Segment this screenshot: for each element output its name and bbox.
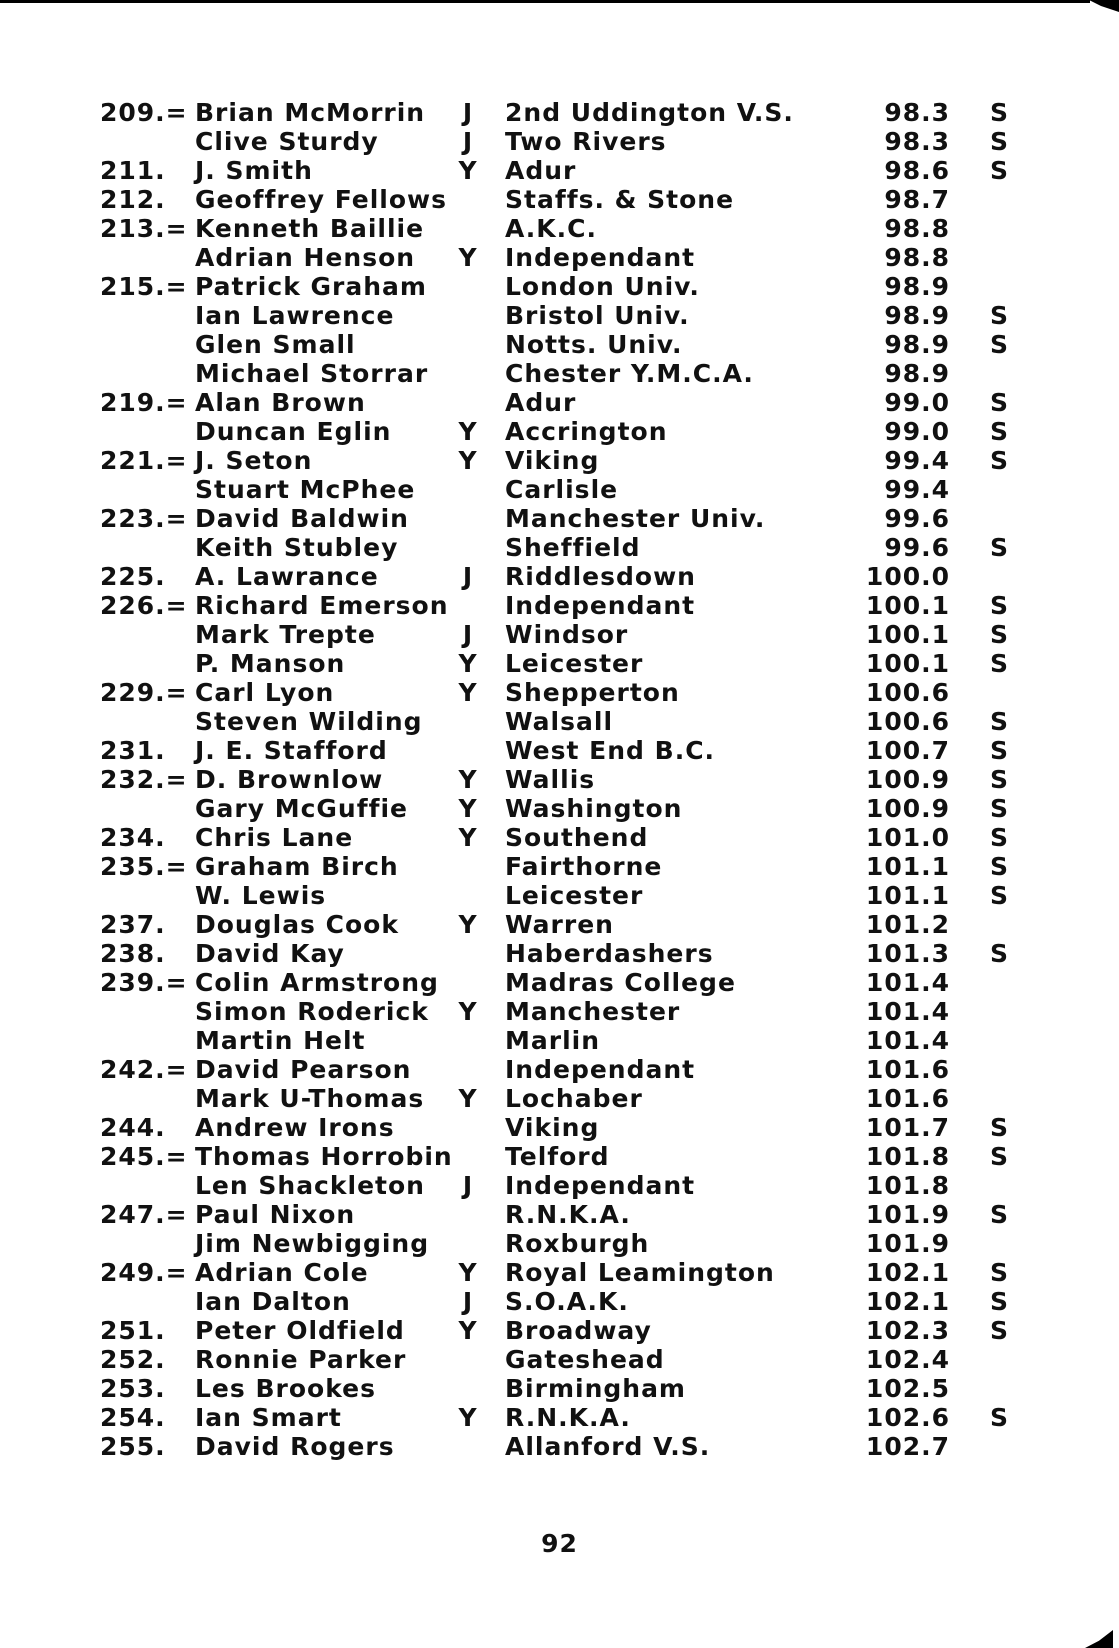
club-name: Royal Leamington bbox=[505, 1258, 775, 1287]
status-flag: S bbox=[990, 765, 1010, 794]
category-code: Y bbox=[458, 997, 478, 1026]
position-number: 245.= bbox=[100, 1142, 188, 1171]
category-code: Y bbox=[458, 156, 478, 185]
result-time: 102.1 bbox=[865, 1287, 950, 1316]
result-row bbox=[0, 272, 1119, 301]
position-number: 225. bbox=[100, 562, 166, 591]
result-time: 101.1 bbox=[865, 852, 950, 881]
category-code: Y bbox=[458, 417, 478, 446]
club-name: Bristol Univ. bbox=[505, 301, 690, 330]
category-code: Y bbox=[458, 243, 478, 272]
competitor-name: Keith Stubley bbox=[195, 533, 399, 562]
result-row bbox=[0, 939, 1119, 968]
club-name: Carlisle bbox=[505, 475, 619, 504]
competitor-name: Chris Lane bbox=[195, 823, 354, 852]
result-time: 100.6 bbox=[865, 707, 950, 736]
status-flag: S bbox=[990, 736, 1010, 765]
position-number: 247.= bbox=[100, 1200, 188, 1229]
result-row bbox=[0, 1055, 1119, 1084]
status-flag: S bbox=[990, 881, 1010, 910]
club-name: A.K.C. bbox=[505, 214, 598, 243]
club-name: Warren bbox=[505, 910, 614, 939]
competitor-name: Geoffrey Fellows bbox=[195, 185, 447, 214]
position-number: 221.= bbox=[100, 446, 188, 475]
category-code: Y bbox=[458, 446, 478, 475]
result-row bbox=[0, 475, 1119, 504]
status-flag: S bbox=[990, 1200, 1010, 1229]
result-row bbox=[0, 794, 1119, 823]
club-name: Roxburgh bbox=[505, 1229, 650, 1258]
club-name: Windsor bbox=[505, 620, 629, 649]
position-number: 235.= bbox=[100, 852, 188, 881]
result-time: 102.1 bbox=[865, 1258, 950, 1287]
competitor-name: Stuart McPhee bbox=[195, 475, 416, 504]
category-code: Y bbox=[458, 823, 478, 852]
result-time: 100.9 bbox=[865, 765, 950, 794]
result-time: 99.6 bbox=[884, 504, 950, 533]
competitor-name: A. Lawrance bbox=[195, 562, 379, 591]
competitor-name: J. E. Stafford bbox=[195, 736, 388, 765]
status-flag: S bbox=[990, 1403, 1010, 1432]
result-row bbox=[0, 1026, 1119, 1055]
result-time: 99.4 bbox=[884, 475, 950, 504]
result-time: 102.6 bbox=[865, 1403, 950, 1432]
club-name: Adur bbox=[505, 156, 577, 185]
result-row bbox=[0, 1171, 1119, 1200]
position-number: 249.= bbox=[100, 1258, 188, 1287]
competitor-name: Mark Trepte bbox=[195, 620, 376, 649]
club-name: Gateshead bbox=[505, 1345, 665, 1374]
result-row bbox=[0, 417, 1119, 446]
result-time: 98.7 bbox=[884, 185, 950, 214]
result-time: 98.9 bbox=[884, 272, 950, 301]
result-time: 98.6 bbox=[884, 156, 950, 185]
result-row bbox=[0, 214, 1119, 243]
status-flag: S bbox=[990, 1287, 1010, 1316]
status-flag: S bbox=[990, 823, 1010, 852]
result-row bbox=[0, 1229, 1119, 1258]
competitor-name: Ronnie Parker bbox=[195, 1345, 407, 1374]
club-name: Independant bbox=[505, 591, 696, 620]
result-row bbox=[0, 649, 1119, 678]
position-number: 219.= bbox=[100, 388, 188, 417]
category-code: Y bbox=[458, 765, 478, 794]
category-code: Y bbox=[458, 678, 478, 707]
status-flag: S bbox=[990, 649, 1010, 678]
competitor-name: David Baldwin bbox=[195, 504, 409, 533]
club-name: Walsall bbox=[505, 707, 614, 736]
result-row bbox=[0, 1258, 1119, 1287]
result-row bbox=[0, 765, 1119, 794]
category-code: Y bbox=[458, 1258, 478, 1287]
result-time: 99.0 bbox=[884, 417, 950, 446]
result-time: 99.4 bbox=[884, 446, 950, 475]
corner-mark bbox=[1085, 1630, 1113, 1648]
page-number: 92 bbox=[541, 1529, 578, 1558]
club-name: Leicester bbox=[505, 881, 644, 910]
status-flag: S bbox=[990, 707, 1010, 736]
category-code: Y bbox=[458, 1316, 478, 1345]
position-number: 239.= bbox=[100, 968, 188, 997]
result-row bbox=[0, 185, 1119, 214]
competitor-name: Les Brookes bbox=[195, 1374, 376, 1403]
competitor-name: Peter Oldfield bbox=[195, 1316, 405, 1345]
result-row bbox=[0, 678, 1119, 707]
club-name: Staffs. & Stone bbox=[505, 185, 735, 214]
result-time: 100.1 bbox=[865, 591, 950, 620]
club-name: Birmingham bbox=[505, 1374, 686, 1403]
club-name: Telford bbox=[505, 1142, 610, 1171]
competitor-name: Patrick Graham bbox=[195, 272, 427, 301]
position-number: 234. bbox=[100, 823, 166, 852]
position-number: 253. bbox=[100, 1374, 166, 1403]
status-flag: S bbox=[990, 1258, 1010, 1287]
competitor-name: Clive Sturdy bbox=[195, 127, 379, 156]
competitor-name: Ian Smart bbox=[195, 1403, 342, 1432]
position-number: 212. bbox=[100, 185, 166, 214]
category-code: Y bbox=[458, 649, 478, 678]
competitor-name: Richard Emerson bbox=[195, 591, 449, 620]
result-row bbox=[0, 127, 1119, 156]
category-code: J bbox=[462, 98, 474, 127]
result-row bbox=[0, 1374, 1119, 1403]
club-name: West End B.C. bbox=[505, 736, 716, 765]
club-name: London Univ. bbox=[505, 272, 700, 301]
competitor-name: J. Seton bbox=[195, 446, 313, 475]
position-number: 215.= bbox=[100, 272, 188, 301]
result-time: 101.8 bbox=[865, 1171, 950, 1200]
category-code: J bbox=[462, 1171, 474, 1200]
status-flag: S bbox=[990, 156, 1010, 185]
club-name: Sheffield bbox=[505, 533, 641, 562]
competitor-name: Paul Nixon bbox=[195, 1200, 356, 1229]
result-row bbox=[0, 446, 1119, 475]
club-name: Broadway bbox=[505, 1316, 652, 1345]
competitor-name: David Pearson bbox=[195, 1055, 412, 1084]
corner-mark bbox=[1089, 0, 1119, 12]
result-row bbox=[0, 330, 1119, 359]
result-time: 101.4 bbox=[865, 997, 950, 1026]
club-name: Manchester bbox=[505, 997, 681, 1026]
result-time: 101.6 bbox=[865, 1055, 950, 1084]
result-row bbox=[0, 301, 1119, 330]
category-code: J bbox=[462, 562, 474, 591]
status-flag: S bbox=[990, 1142, 1010, 1171]
competitor-name: Gary McGuffie bbox=[195, 794, 409, 823]
category-code: Y bbox=[458, 910, 478, 939]
category-code: J bbox=[462, 1287, 474, 1316]
status-flag: S bbox=[990, 591, 1010, 620]
competitor-name: Thomas Horrobin bbox=[195, 1142, 453, 1171]
result-time: 98.8 bbox=[884, 243, 950, 272]
club-name: S.O.A.K. bbox=[505, 1287, 629, 1316]
result-row bbox=[0, 533, 1119, 562]
competitor-name: W. Lewis bbox=[195, 881, 327, 910]
competitor-name: Graham Birch bbox=[195, 852, 399, 881]
competitor-name: David Rogers bbox=[195, 1432, 395, 1461]
status-flag: S bbox=[990, 98, 1010, 127]
competitor-name: David Kay bbox=[195, 939, 345, 968]
status-flag: S bbox=[990, 620, 1010, 649]
result-row bbox=[0, 98, 1119, 127]
result-time: 101.6 bbox=[865, 1084, 950, 1113]
competitor-name: Douglas Cook bbox=[195, 910, 399, 939]
result-time: 101.3 bbox=[865, 939, 950, 968]
result-row bbox=[0, 1084, 1119, 1113]
competitor-name: Kenneth Baillie bbox=[195, 214, 425, 243]
competitor-name: Len Shackleton bbox=[195, 1171, 425, 1200]
result-row bbox=[0, 997, 1119, 1026]
result-time: 101.2 bbox=[865, 910, 950, 939]
result-time: 98.3 bbox=[884, 98, 950, 127]
position-number: 255. bbox=[100, 1432, 166, 1461]
result-row bbox=[0, 504, 1119, 533]
result-time: 102.7 bbox=[865, 1432, 950, 1461]
result-row bbox=[0, 1432, 1119, 1461]
results-list bbox=[0, 98, 1119, 1461]
competitor-name: Adrian Henson bbox=[195, 243, 416, 272]
club-name: Independant bbox=[505, 1055, 696, 1084]
result-time: 101.1 bbox=[865, 881, 950, 910]
status-flag: S bbox=[990, 127, 1010, 156]
club-name: Lochaber bbox=[505, 1084, 643, 1113]
position-number: 252. bbox=[100, 1345, 166, 1374]
result-time: 98.9 bbox=[884, 330, 950, 359]
club-name: Viking bbox=[505, 1113, 600, 1142]
club-name: Shepperton bbox=[505, 678, 680, 707]
status-flag: S bbox=[990, 852, 1010, 881]
position-number: 231. bbox=[100, 736, 166, 765]
result-time: 100.1 bbox=[865, 649, 950, 678]
result-time: 101.7 bbox=[865, 1113, 950, 1142]
competitor-name: Alan Brown bbox=[195, 388, 366, 417]
club-name: Fairthorne bbox=[505, 852, 663, 881]
club-name: Southend bbox=[505, 823, 649, 852]
result-row bbox=[0, 910, 1119, 939]
result-time: 101.4 bbox=[865, 968, 950, 997]
status-flag: S bbox=[990, 388, 1010, 417]
position-number: 226.= bbox=[100, 591, 188, 620]
result-row bbox=[0, 1113, 1119, 1142]
club-name: Notts. Univ. bbox=[505, 330, 683, 359]
club-name: Adur bbox=[505, 388, 577, 417]
competitor-name: J. Smith bbox=[195, 156, 313, 185]
category-code: J bbox=[462, 127, 474, 156]
competitor-name: Ian Dalton bbox=[195, 1287, 351, 1316]
position-number: 242.= bbox=[100, 1055, 188, 1084]
result-time: 102.3 bbox=[865, 1316, 950, 1345]
result-time: 98.9 bbox=[884, 301, 950, 330]
position-number: 232.= bbox=[100, 765, 188, 794]
club-name: Independant bbox=[505, 1171, 696, 1200]
result-row bbox=[0, 1142, 1119, 1171]
result-time: 98.3 bbox=[884, 127, 950, 156]
competitor-name: Simon Roderick bbox=[195, 997, 429, 1026]
status-flag: S bbox=[990, 1113, 1010, 1142]
club-name: Independant bbox=[505, 243, 696, 272]
status-flag: S bbox=[990, 533, 1010, 562]
result-row bbox=[0, 1200, 1119, 1229]
result-time: 101.8 bbox=[865, 1142, 950, 1171]
competitor-name: P. Manson bbox=[195, 649, 346, 678]
result-row bbox=[0, 823, 1119, 852]
result-row bbox=[0, 1287, 1119, 1316]
club-name: Wallis bbox=[505, 765, 596, 794]
competitor-name: Martin Helt bbox=[195, 1026, 366, 1055]
club-name: R.N.K.A. bbox=[505, 1200, 631, 1229]
result-row bbox=[0, 620, 1119, 649]
competitor-name: Steven Wilding bbox=[195, 707, 423, 736]
result-row bbox=[0, 852, 1119, 881]
club-name: Manchester Univ. bbox=[505, 504, 766, 533]
status-flag: S bbox=[990, 301, 1010, 330]
competitor-name: Jim Newbigging bbox=[195, 1229, 430, 1258]
club-name: Two Rivers bbox=[505, 127, 667, 156]
result-row bbox=[0, 388, 1119, 417]
result-time: 102.5 bbox=[865, 1374, 950, 1403]
status-flag: S bbox=[990, 417, 1010, 446]
status-flag: S bbox=[990, 794, 1010, 823]
competitor-name: Carl Lyon bbox=[195, 678, 335, 707]
competitor-name: Duncan Eglin bbox=[195, 417, 392, 446]
position-number: 254. bbox=[100, 1403, 166, 1432]
competitor-name: Adrian Cole bbox=[195, 1258, 369, 1287]
result-time: 99.0 bbox=[884, 388, 950, 417]
position-number: 229.= bbox=[100, 678, 188, 707]
club-name: Chester Y.M.C.A. bbox=[505, 359, 754, 388]
club-name: 2nd Uddington V.S. bbox=[505, 98, 794, 127]
result-row bbox=[0, 707, 1119, 736]
result-row bbox=[0, 359, 1119, 388]
category-code: Y bbox=[458, 1084, 478, 1113]
position-number: 213.= bbox=[100, 214, 188, 243]
result-time: 98.8 bbox=[884, 214, 950, 243]
position-number: 244. bbox=[100, 1113, 166, 1142]
result-time: 100.1 bbox=[865, 620, 950, 649]
competitor-name: D. Brownlow bbox=[195, 765, 384, 794]
status-flag: S bbox=[990, 446, 1010, 475]
club-name: R.N.K.A. bbox=[505, 1403, 631, 1432]
result-time: 101.9 bbox=[865, 1200, 950, 1229]
club-name: Leicester bbox=[505, 649, 644, 678]
result-time: 102.4 bbox=[865, 1345, 950, 1374]
club-name: Allanford V.S. bbox=[505, 1432, 711, 1461]
result-time: 101.4 bbox=[865, 1026, 950, 1055]
position-number: 211. bbox=[100, 156, 166, 185]
competitor-name: Ian Lawrence bbox=[195, 301, 395, 330]
result-row bbox=[0, 1316, 1119, 1345]
category-code: Y bbox=[458, 1403, 478, 1432]
top-border-line bbox=[0, 0, 1090, 3]
result-time: 98.9 bbox=[884, 359, 950, 388]
result-time: 100.0 bbox=[865, 562, 950, 591]
competitor-name: Glen Small bbox=[195, 330, 356, 359]
competitor-name: Brian McMorrin bbox=[195, 98, 426, 127]
club-name: Madras College bbox=[505, 968, 736, 997]
result-time: 100.6 bbox=[865, 678, 950, 707]
club-name: Marlin bbox=[505, 1026, 601, 1055]
result-row bbox=[0, 968, 1119, 997]
position-number: 251. bbox=[100, 1316, 166, 1345]
club-name: Viking bbox=[505, 446, 600, 475]
club-name: Riddlesdown bbox=[505, 562, 696, 591]
club-name: Washington bbox=[505, 794, 683, 823]
result-time: 101.9 bbox=[865, 1229, 950, 1258]
club-name: Accrington bbox=[505, 417, 668, 446]
status-flag: S bbox=[990, 939, 1010, 968]
result-row bbox=[0, 591, 1119, 620]
status-flag: S bbox=[990, 1316, 1010, 1345]
result-row bbox=[0, 562, 1119, 591]
club-name: Haberdashers bbox=[505, 939, 714, 968]
competitor-name: Colin Armstrong bbox=[195, 968, 439, 997]
position-number: 223.= bbox=[100, 504, 188, 533]
category-code: J bbox=[462, 620, 474, 649]
competitor-name: Mark U-Thomas bbox=[195, 1084, 425, 1113]
result-row bbox=[0, 1403, 1119, 1432]
position-number: 209.= bbox=[100, 98, 188, 127]
result-row bbox=[0, 736, 1119, 765]
status-flag: S bbox=[990, 330, 1010, 359]
position-number: 237. bbox=[100, 910, 166, 939]
result-row bbox=[0, 156, 1119, 185]
competitor-name: Michael Storrar bbox=[195, 359, 429, 388]
result-time: 99.6 bbox=[884, 533, 950, 562]
competitor-name: Andrew Irons bbox=[195, 1113, 395, 1142]
position-number: 238. bbox=[100, 939, 166, 968]
result-row bbox=[0, 243, 1119, 272]
result-row bbox=[0, 1345, 1119, 1374]
result-time: 100.7 bbox=[865, 736, 950, 765]
result-row bbox=[0, 881, 1119, 910]
result-time: 101.0 bbox=[865, 823, 950, 852]
result-time: 100.9 bbox=[865, 794, 950, 823]
category-code: Y bbox=[458, 794, 478, 823]
